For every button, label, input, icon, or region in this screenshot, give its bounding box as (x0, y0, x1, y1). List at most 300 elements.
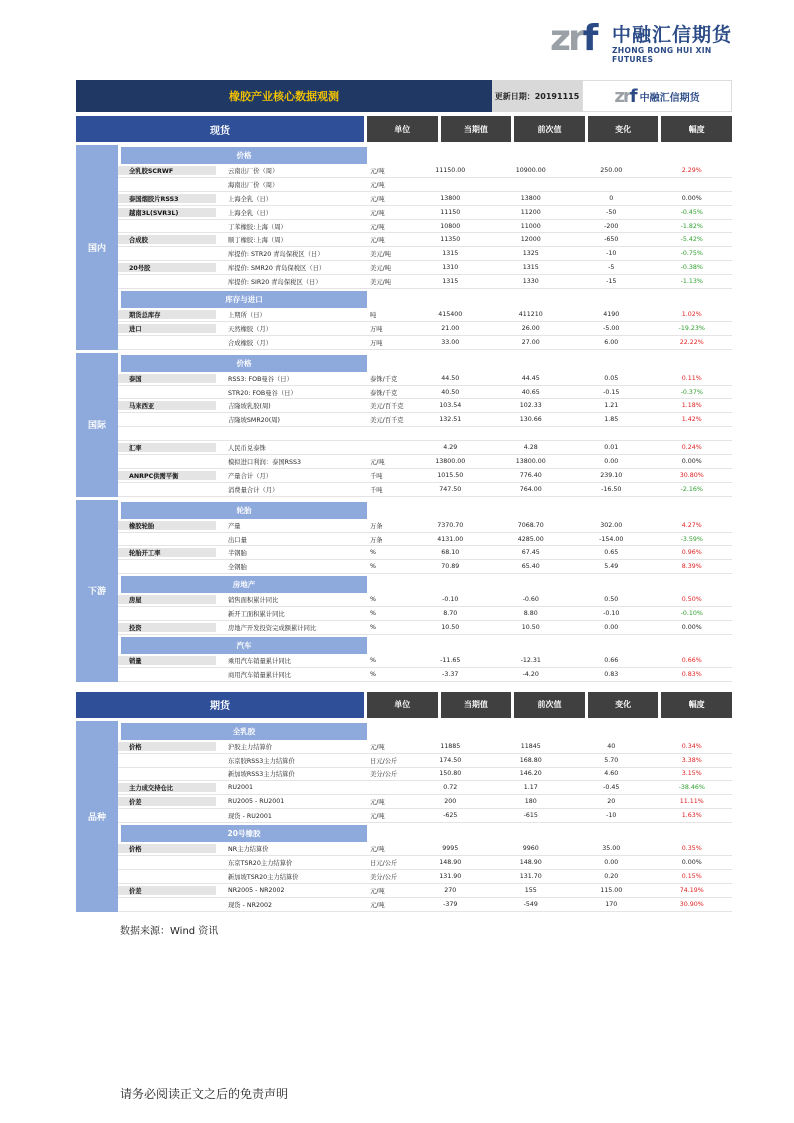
row-item: 新开工面积累计同比 (228, 611, 285, 619)
row-pct: 0.24% (681, 444, 702, 452)
row-pct: 22.22% (679, 338, 704, 346)
region-label: 国内 (76, 145, 118, 350)
row-unit: 日元/公斤 (370, 757, 398, 765)
row-change: 0.50 (604, 596, 619, 604)
row-pct: -0.38% (680, 264, 703, 272)
company-logo (550, 18, 740, 62)
futures-header-row (76, 692, 732, 718)
row-item: 消费量合计（月） (228, 486, 279, 494)
col-pct: 幅度 (661, 692, 732, 718)
region-label: 国际 (76, 353, 118, 497)
row-current: 4131.00 (437, 535, 464, 543)
row-previous: 65.40 (521, 563, 540, 571)
table-row (118, 856, 732, 870)
group-header-spacer (367, 637, 732, 654)
row-change: 0 (609, 194, 614, 202)
row-category: 合成胶 (118, 235, 216, 244)
row-category: 汇率 (118, 443, 216, 452)
row-item: 吉隆坡SMR20(周) (228, 417, 280, 425)
row-pct: 1.18% (681, 402, 702, 410)
col-change: 变化 (588, 692, 659, 718)
row-unit: 元/吨 (370, 813, 385, 821)
row-pct: 0.15% (681, 872, 702, 880)
row-unit: 万吨 (370, 339, 383, 347)
row-change: 20 (607, 798, 616, 806)
group-header (118, 825, 732, 842)
spot-header-row (76, 116, 732, 142)
row-unit: % (370, 610, 376, 618)
row-item: 库提价: SIR20 青岛保税区（日） (228, 279, 322, 287)
row-previous: 10.50 (521, 623, 540, 631)
row-change: -154.00 (599, 535, 624, 543)
futures-sections (76, 721, 732, 912)
table-row (118, 533, 732, 547)
row-unit: 美元/百千克 (370, 403, 404, 411)
row-pct: 0.35% (681, 845, 702, 852)
table-row (118, 546, 732, 560)
data-table-container (76, 80, 732, 912)
row-unit: % (370, 656, 376, 664)
row-pct: -5.42% (680, 236, 703, 244)
row-current: -625 (443, 812, 458, 820)
row-previous: -549 (523, 900, 538, 908)
row-current: 270 (444, 886, 457, 894)
row-previous: 168.80 (519, 756, 542, 764)
section-body (118, 721, 732, 912)
group-header (118, 723, 732, 740)
table-row (118, 206, 732, 220)
table-row (118, 621, 732, 635)
row-pct: -0.10% (680, 610, 703, 618)
table-row (118, 178, 732, 192)
row-previous: 1325 (522, 250, 539, 258)
row-item: 云南出厂价（周） (228, 167, 279, 175)
row-item: RU2005 - RU2001 (228, 798, 285, 806)
row-current: 132.51 (439, 416, 462, 424)
row-item: 天然橡胶（月） (228, 325, 273, 333)
row-item: 合成橡胶（月） (228, 339, 273, 347)
row-current: 21.00 (441, 324, 460, 332)
row-pct: 0.96% (681, 549, 702, 557)
row-previous: -615 (523, 812, 538, 820)
row-unit: 日元/公斤 (370, 859, 398, 867)
col-pct: 幅度 (661, 116, 732, 142)
row-item: 东京TSR20主力结算价 (228, 859, 293, 867)
row-change: -10 (606, 812, 617, 820)
table-row (118, 336, 732, 350)
row-category: ANRPC供需平衡 (118, 471, 216, 480)
row-change: -650 (604, 236, 619, 244)
col-unit: 单位 (367, 692, 438, 718)
table-row (118, 399, 732, 413)
row-current: 33.00 (441, 338, 460, 346)
disclaimer-footer: 请务必阅读正文之后的免责声明 (120, 1087, 289, 1101)
row-previous: 13800.00 (515, 457, 546, 465)
group-header-spacer (367, 291, 732, 308)
row-category: 价格 (118, 844, 216, 853)
row-current: 7370.70 (437, 521, 464, 529)
row-change: 0.00 (604, 457, 619, 465)
row-pct: -19.23% (678, 324, 705, 332)
row-unit: 美元/吨 (370, 265, 392, 273)
group-header-spacer (367, 355, 732, 372)
table-row (118, 413, 732, 427)
row-change: 5.49 (604, 563, 619, 571)
row-item: 丁苯橡胶:上海（周） (228, 223, 287, 231)
table-row (118, 560, 732, 574)
row-unit: 美元/百千克 (370, 417, 404, 425)
row-previous: 411210 (518, 310, 543, 318)
row-change: 5.70 (604, 756, 619, 764)
row-pct: -2.16% (680, 485, 703, 493)
row-current: 148.90 (439, 858, 462, 866)
row-previous: 7068.70 (517, 521, 544, 529)
col-previous: 前次值 (514, 116, 585, 142)
row-item: 吉隆坡乳胶(周) (228, 403, 271, 411)
row-item: 新加坡RSS3主力结算价 (228, 771, 295, 779)
col-previous: 前次值 (514, 692, 585, 718)
row-pct: 11.11% (679, 798, 704, 806)
section-body (118, 500, 732, 682)
row-previous: 13800 (520, 194, 541, 202)
row-pct: 1.63% (681, 812, 702, 820)
row-unit: 泰铢/千克 (370, 375, 398, 383)
row-previous: 1.17 (523, 784, 538, 792)
row-pct: -1.13% (680, 278, 703, 286)
small-logo (582, 80, 732, 112)
group-title: 库存与进口 (121, 291, 367, 308)
group-title: 轮胎 (121, 502, 367, 519)
table-row (118, 372, 732, 386)
table-row (118, 455, 732, 469)
small-logo-mark: zrf (614, 85, 636, 107)
row-pct: -0.75% (680, 250, 703, 258)
group-header (118, 291, 732, 308)
row-pct: 3.15% (681, 770, 702, 778)
row-change: 4.60 (604, 770, 619, 778)
row-category: 投资 (118, 623, 216, 632)
row-item: STR20: FOB曼谷（日） (228, 389, 297, 397)
row-previous: 180 (524, 798, 537, 806)
data-source: 数据来源：Wind 资讯 (120, 926, 219, 937)
row-pct: 0.66% (681, 656, 702, 664)
row-item: 半钢胎 (228, 550, 247, 558)
row-item: 现货 - RU2001 (228, 813, 272, 821)
row-pct: 0.00% (681, 858, 702, 866)
table-row (118, 870, 732, 884)
row-previous: 8.80 (523, 610, 538, 618)
row-item: RU2001 (228, 784, 254, 792)
table-row (118, 427, 732, 441)
row-pct: 0.00% (681, 194, 702, 202)
group-title: 房地产 (121, 576, 367, 593)
row-change: 250.00 (600, 166, 623, 174)
row-change: -10 (606, 250, 617, 258)
group-header-spacer (367, 502, 732, 519)
row-current: 10.50 (441, 623, 460, 631)
row-category: 越南3L(SVR3L) (118, 208, 216, 217)
group-title: 汽车 (121, 637, 367, 654)
row-pct: 30.80% (679, 471, 704, 479)
row-current: 44.50 (441, 374, 460, 382)
row-pct: -0.45% (680, 208, 703, 216)
title-bar (76, 80, 732, 112)
row-previous: -12.31 (520, 656, 541, 664)
row-current: -3.37 (442, 670, 459, 678)
row-previous: 131.70 (519, 872, 542, 880)
row-pct: 3.38% (681, 756, 702, 764)
group-header (118, 637, 732, 654)
row-change: 0.65 (604, 549, 619, 557)
row-item: RSS3: FOB曼谷（日） (228, 375, 293, 383)
table-row (118, 275, 732, 289)
spot-header: 现货 (76, 116, 364, 142)
row-item: NR2005 - NR2002 (228, 886, 285, 894)
row-change: 0.05 (604, 374, 619, 382)
row-previous: 67.45 (521, 549, 540, 557)
group-header-spacer (367, 723, 732, 740)
row-item: 顺丁橡胶:上海（周） (228, 237, 287, 245)
row-item: 全钢胎 (228, 564, 247, 572)
row-item: 上海全乳（日） (228, 209, 273, 217)
row-change: 0.01 (604, 444, 619, 452)
row-change: 35.00 (602, 845, 621, 852)
row-change: -0.45 (603, 784, 620, 792)
row-unit: 千吨 (370, 486, 383, 494)
row-category: 全乳胶SCRWF (118, 166, 216, 175)
row-change: 239.10 (600, 471, 623, 479)
row-change: 6.00 (604, 338, 619, 346)
row-pct: -1.82% (680, 222, 703, 230)
row-current: 10800 (440, 222, 461, 230)
row-item: 出口量 (228, 536, 247, 544)
spot-sections (76, 145, 732, 682)
table-row (118, 654, 732, 668)
row-current: 1015.50 (437, 471, 464, 479)
row-previous: 776.40 (519, 471, 542, 479)
row-pct: 0.34% (681, 742, 702, 750)
row-current: 11350 (440, 236, 461, 244)
section-body (118, 353, 732, 497)
row-unit: 元/吨 (370, 887, 385, 895)
row-previous: 26.00 (521, 324, 540, 332)
row-change: 0.00 (604, 858, 619, 866)
row-pct: 0.00% (681, 457, 702, 465)
row-change: 1.21 (604, 402, 619, 410)
row-current: 13800.00 (435, 457, 466, 465)
row-item: 现货 - NR2002 (228, 901, 272, 909)
row-item: 乘用汽车销量累计同比 (228, 657, 291, 665)
row-category: 房屋 (118, 595, 216, 604)
row-category: 价格 (118, 742, 216, 751)
row-current: 11150 (440, 208, 461, 216)
row-unit: 元/吨 (370, 846, 385, 853)
table-row (118, 781, 732, 795)
row-previous: 4285.00 (517, 535, 544, 543)
row-item: 产量合计（月） (228, 472, 273, 480)
section (76, 353, 732, 497)
row-previous: 155 (524, 886, 537, 894)
row-item: 销售面积累计同比 (228, 597, 279, 605)
row-item: 库提价: STR20 青岛保税区（日） (228, 251, 324, 259)
row-pct: 30.90% (679, 900, 704, 908)
table-row (118, 261, 732, 275)
group-header (118, 355, 732, 372)
row-pct: 4.27% (681, 521, 702, 529)
row-item: 海南出厂价（周） (228, 181, 279, 189)
row-current: 11885 (440, 742, 461, 750)
row-previous: -0.60 (522, 596, 539, 604)
table-row (118, 740, 732, 754)
row-change: 0.00 (604, 623, 619, 631)
table-row (118, 809, 732, 823)
row-previous: 1315 (522, 264, 539, 272)
table-row (118, 842, 732, 856)
row-previous: 11000 (520, 222, 541, 230)
table-row (118, 898, 732, 912)
futures-header: 期货 (76, 692, 364, 718)
table-row (118, 483, 732, 497)
row-category: 期货总库存 (118, 310, 216, 319)
logo-english-name: ZHONG RONG HUI XIN FUTURES (612, 46, 712, 64)
row-previous: 148.90 (519, 858, 542, 866)
row-unit: 元/吨 (370, 223, 385, 231)
row-current: 1310 (442, 264, 459, 272)
row-pct: -38.46% (678, 784, 705, 792)
row-current: 200 (444, 798, 457, 806)
row-unit: 美分/公斤 (370, 771, 398, 779)
row-unit: 美分/公斤 (370, 873, 398, 881)
row-current: -0.10 (442, 596, 459, 604)
row-pct: -3.59% (680, 535, 703, 543)
row-change: 302.00 (600, 521, 623, 529)
row-unit: 元/吨 (370, 743, 385, 751)
row-category: 泰国 (118, 374, 216, 383)
row-previous: 12000 (520, 236, 541, 244)
table-row (118, 668, 732, 682)
row-item: 沪胶主力结算价 (228, 743, 273, 751)
group-title: 价格 (121, 355, 367, 372)
row-pct: 1.42% (681, 416, 702, 424)
row-change: 0.83 (604, 670, 619, 678)
row-change: -0.10 (603, 610, 620, 618)
table-row (118, 754, 732, 768)
logo-mark: zrf (550, 18, 596, 59)
table-row (118, 768, 732, 782)
row-category: 轮胎开工率 (118, 548, 216, 557)
table-row (118, 192, 732, 206)
row-unit: % (370, 549, 376, 557)
region-label: 品种 (76, 721, 118, 912)
row-change: 1.85 (604, 416, 619, 424)
row-item: 上期所（日） (228, 311, 266, 319)
row-previous: 10900.00 (515, 166, 546, 174)
row-category: 泰国烟胶片RSS3 (118, 194, 216, 203)
table-row (118, 386, 732, 400)
table-row (118, 519, 732, 533)
row-category: 主力成交持仓比 (118, 783, 216, 792)
row-previous: 146.20 (519, 770, 542, 778)
group-header-spacer (367, 576, 732, 593)
row-pct: 2.29% (681, 166, 702, 174)
row-current: 68.10 (441, 549, 460, 557)
row-current: 0.72 (443, 784, 458, 792)
row-category: 20号胶 (118, 263, 216, 272)
row-current: 415400 (438, 310, 463, 318)
row-category: 进口 (118, 324, 216, 333)
row-current: 40.50 (441, 388, 460, 396)
row-change: 40 (607, 742, 616, 750)
row-unit: % (370, 596, 376, 604)
row-category: 橡胶轮胎 (118, 521, 216, 530)
row-unit: 元/吨 (370, 799, 385, 807)
row-unit: 元/吨 (370, 458, 385, 466)
row-unit: 元/吨 (370, 901, 385, 909)
table-row (118, 441, 732, 455)
row-current: 131.90 (439, 872, 462, 880)
row-unit: % (370, 563, 376, 571)
row-change: -200 (604, 222, 619, 230)
row-unit: 万条 (370, 536, 383, 544)
row-change: -16.50 (601, 485, 622, 493)
row-current: 13800 (440, 194, 461, 202)
row-unit: 美元/吨 (370, 251, 392, 259)
group-title: 价格 (121, 147, 367, 164)
row-pct: 0.00% (681, 623, 702, 631)
table-row (118, 233, 732, 247)
row-unit: 万条 (370, 522, 383, 530)
row-unit: 万吨 (370, 325, 383, 333)
row-unit: % (370, 670, 376, 678)
row-pct: -0.37% (680, 388, 703, 396)
row-previous: 1330 (522, 278, 539, 286)
group-title: 20号橡胶 (121, 825, 367, 842)
section-body (118, 145, 732, 350)
row-unit: 泰铢/千克 (370, 389, 398, 397)
row-unit: 元/吨 (370, 181, 385, 189)
section (76, 721, 732, 912)
row-previous: 44.45 (521, 374, 540, 382)
row-previous: 9960 (522, 845, 539, 852)
row-previous: 40.65 (521, 388, 540, 396)
row-category: 销量 (118, 656, 216, 665)
table-row (118, 308, 732, 322)
row-current: 174.50 (439, 756, 462, 764)
row-item: 产量 (228, 522, 241, 530)
row-change: 115.00 (600, 886, 623, 894)
row-previous: -4.20 (522, 670, 539, 678)
row-current: 1315 (442, 278, 459, 286)
table-row (118, 469, 732, 483)
table-row (118, 220, 732, 234)
row-change: -15 (606, 278, 617, 286)
table-row (118, 593, 732, 607)
row-unit: % (370, 623, 376, 631)
row-unit: 吨 (370, 311, 377, 319)
row-category: 价差 (118, 886, 216, 895)
row-current: 103.54 (439, 402, 462, 410)
row-pct: 0.50% (681, 596, 702, 604)
row-pct: 0.11% (681, 374, 702, 382)
row-change: 170 (605, 900, 618, 908)
row-change: -50 (606, 208, 617, 216)
row-change: -5 (608, 264, 615, 272)
row-unit: 元/吨 (370, 167, 385, 175)
row-pct: 8.39% (681, 563, 702, 571)
group-title: 全乳胶 (121, 723, 367, 740)
row-previous: 11845 (520, 742, 541, 750)
row-change: -0.15 (603, 388, 620, 396)
